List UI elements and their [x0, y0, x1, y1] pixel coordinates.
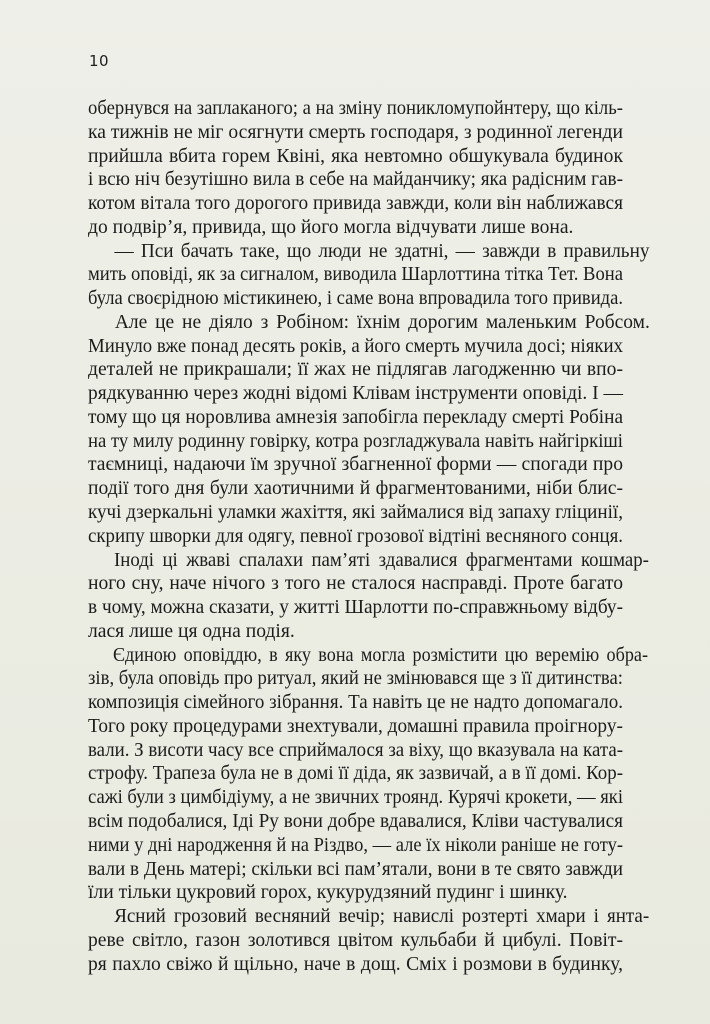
- text-line: прийшла вбита горем Квіні, яка невтомно обшукувала будинок: [88, 145, 623, 167]
- text-line: Але це не діяло з Робіном: їхнім дорогим маленьким Робсом.: [114, 311, 650, 333]
- text-line: таємниці, надаючи їм зручної збагненної форми — спогади про: [88, 454, 623, 476]
- text-line: сажі були з цимбідіуму, а не звичних троянд. Курячі крокети, — які: [88, 787, 623, 809]
- text-line: котом вітала того дорогого привида завжди, коли він наближався: [88, 193, 623, 215]
- text-line: Того року процедурами знехтували, домашні правила проігнору-: [88, 715, 623, 737]
- text-line: деталей не прикрашали; її жах не підлягав лагодженню чи впо-: [88, 359, 623, 381]
- text-line: зів, була оповідь про ритуал, який не змінювався ще з її дитинства:: [88, 668, 623, 690]
- text-line: ними у дні народження й на Різдво, — але їх ніколи раніше не готу-: [88, 834, 623, 856]
- body-text: [88, 97, 650, 976]
- text-line: строфу. Трапеза була не в домі її діда, як зазвичай, а в її домі. Кор-: [88, 763, 623, 785]
- text-line: вали в День матері; скільки всі пам’ятали, вони в те свято завжди: [88, 858, 623, 880]
- text-line: кучі дзеркальні уламки жахіття, які займалися від запаху гліцинії,: [88, 502, 623, 524]
- text-line: ного сну, наче нічого з того не сталося насправді. Проте багато: [88, 573, 623, 595]
- text-line: до подвір’я, привида, що його могла відчувати лише вона.: [88, 216, 574, 238]
- text-line: лася лише ця одна подія.: [88, 620, 295, 642]
- text-line: реве світло, газон золотився цвітом кульбаби й цибулі. Повіт-: [88, 929, 623, 951]
- text-line: Ясний грозовий весняний вечір; навислі розтерті хмари і янта-: [114, 906, 650, 928]
- text-line: — Пси бачать таке, що люди не здатні, — завжди в правильну: [114, 240, 650, 262]
- text-line: і всю ніч безутішно вила в себе на майданчику; яка радісним гав-: [88, 169, 623, 191]
- text-line: вали. З висоти часу все сприймалося за віху, що вказувала на ката-: [88, 739, 623, 761]
- text-line: тому що ця норовлива амнезія запобігла перекладу смерті Робіна: [88, 406, 623, 428]
- text-line: в чому, можна сказати, у житті Шарлотти по-справжньому відбу-: [88, 597, 623, 619]
- text-line: рядкуванню через жодні відомі Клівам інструменти оповіді. І —: [88, 383, 623, 405]
- text-line: ря пахло свіжо й щільно, наче в дощ. Сміх і розмови в будинку,: [88, 953, 623, 975]
- text-line: композиція сімейного зібрання. Та навіть це не надто допомагало.: [88, 692, 623, 714]
- text-line: обернувся на заплаканого; а на зміну поникломупойнтеру, що кіль-: [88, 98, 623, 119]
- text-line: скрипу шворки для одягу, певної грозової відтіні весняного сонця.: [88, 525, 623, 547]
- text-line: була своєрідною містикинею, і саме вона впровадила того привида.: [88, 288, 623, 310]
- text-line: їли тільки цукровий горох, кукурудзяний пудинг і шинку.: [88, 882, 568, 904]
- text-line: всім подобалися, Іді Ру вони добре вдавалися, Кліви частувалися: [88, 810, 623, 832]
- page-number: 10: [89, 52, 110, 70]
- text-line: Єдиною оповіддю, в яку вона могла розмістити цю веремію обра-: [113, 644, 649, 666]
- text-line: мить оповіді, як за сигналом, виводила Шарлоттина тітка Тет. Вона: [88, 264, 623, 286]
- text-line: ка тижнів не міг осягнути смерть господаря, з родинної легенди: [88, 121, 623, 143]
- text-line: Іноді ці жваві спалахи пам’яті здавалися фрагментами кошмар-: [113, 549, 649, 571]
- text-line: події того дня були хаотичними й фрагментованими, ніби блис-: [88, 478, 623, 500]
- text-line: Минуло вже понад десять років, а його смерть мучила досі; ніяких: [88, 335, 623, 357]
- text-line: на ту милу родинну говірку, котра розгладжувала навіть найгіркіші: [88, 430, 623, 452]
